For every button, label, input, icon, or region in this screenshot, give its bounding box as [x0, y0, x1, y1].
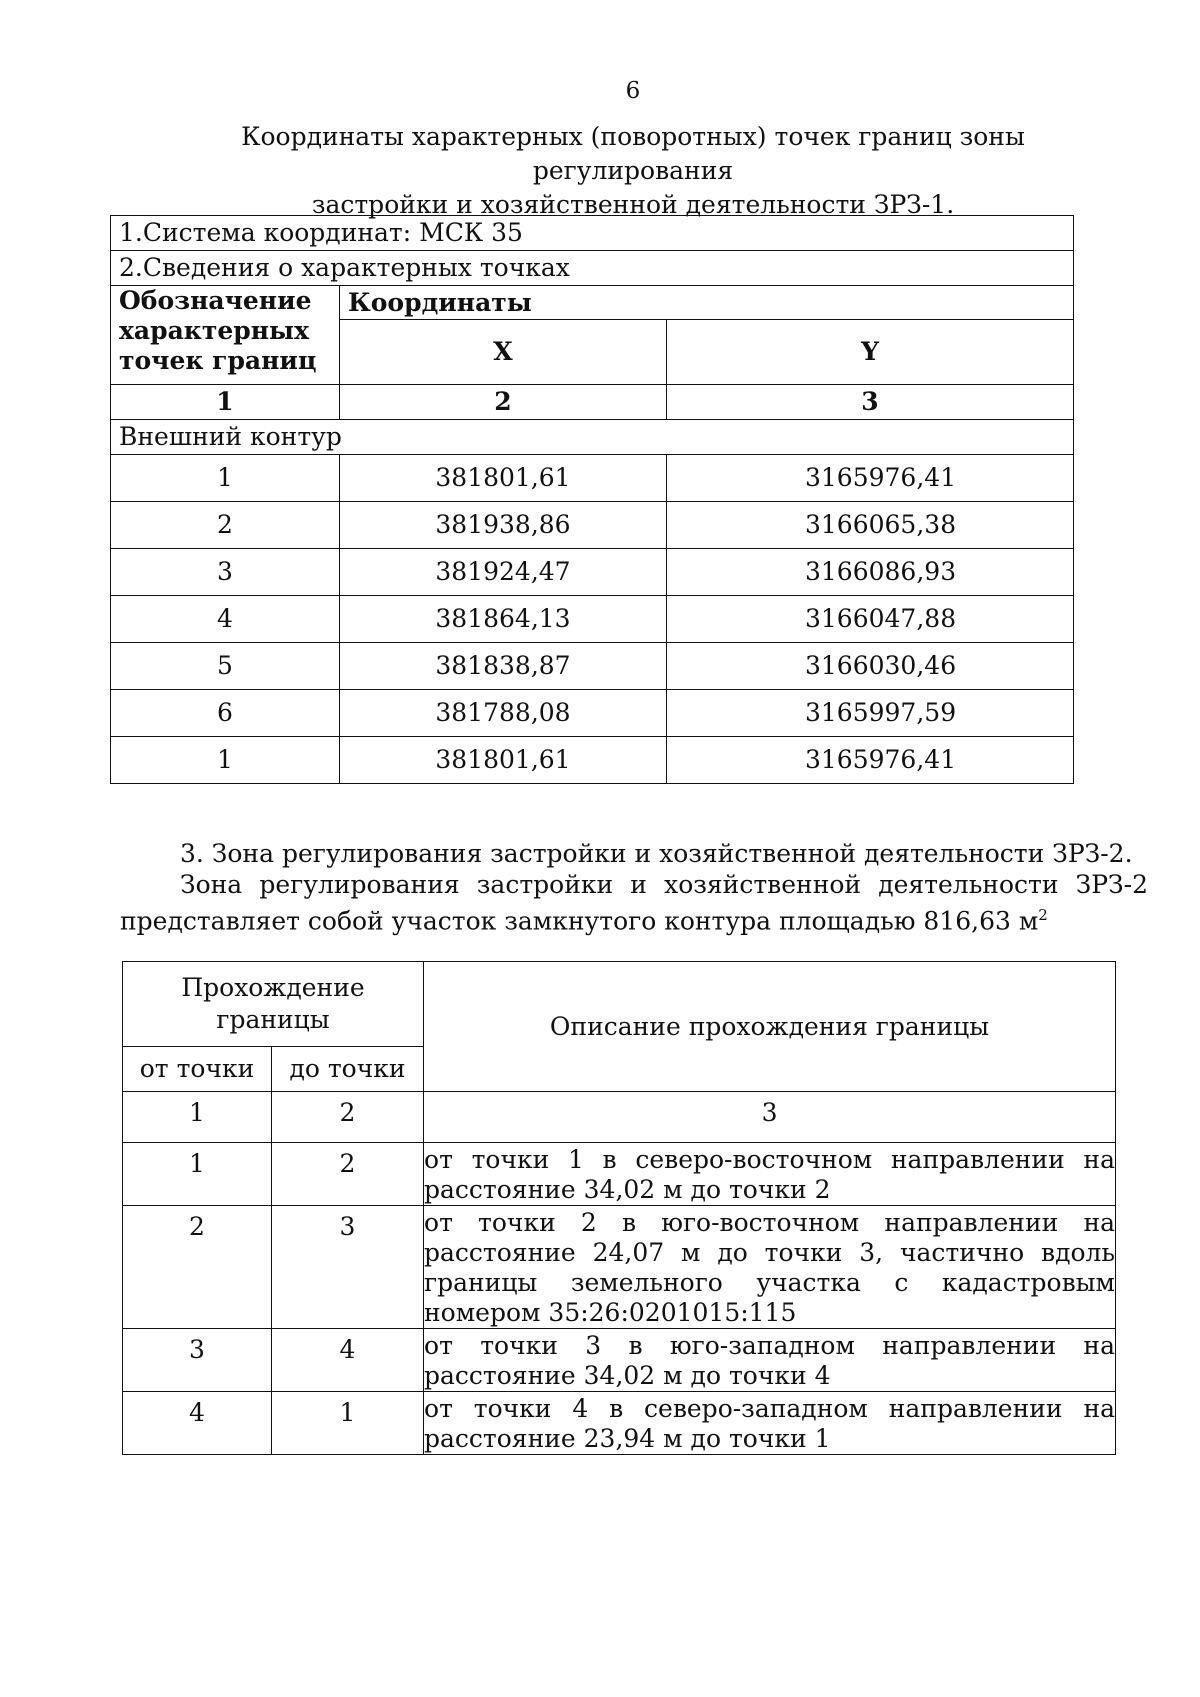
boundary-description-header: Описание прохождения границы — [424, 962, 1116, 1092]
point-label-header — [111, 286, 340, 385]
col-number-1: 1 — [111, 385, 340, 420]
y-value: 3165997,59 — [667, 690, 1074, 737]
point-id: 5 — [111, 643, 340, 690]
table-row — [111, 737, 1074, 784]
x-value: 381924,47 — [340, 549, 667, 596]
boundary-description: от точки 4 в северо-западном направлении на расстояние 23,94 м до точки 1 — [424, 1392, 1116, 1455]
coordinates-header: Координаты — [340, 286, 1074, 320]
x-value: 381801,61 — [340, 455, 667, 502]
zone-description — [120, 838, 1148, 936]
table-row — [111, 643, 1074, 690]
from-point-header: от точки — [123, 1047, 272, 1092]
x-header: X — [340, 320, 667, 385]
zone-text-line-1: Зона регулирования застройки и хозяйственной деятельности ЗРЗ-2 — [180, 870, 1148, 899]
table-row — [111, 690, 1074, 737]
table-row — [123, 1143, 1116, 1206]
col-number-3: 3 — [667, 385, 1074, 420]
y-value: 3166030,46 — [667, 643, 1074, 690]
y-value: 3165976,41 — [667, 737, 1074, 784]
col-number-1: 1 — [123, 1092, 272, 1143]
point-id: 1 — [111, 737, 340, 784]
point-label-line-3: точек границ — [119, 346, 317, 375]
point-id: 6 — [111, 690, 340, 737]
boundary-description: от точки 3 в юго-западном направлении на расстояние 34,02 м до точки 4 — [424, 1329, 1116, 1392]
table-row — [123, 1206, 1116, 1329]
x-value: 381938,86 — [340, 502, 667, 549]
x-value: 381864,13 — [340, 596, 667, 643]
y-value: 3166065,38 — [667, 502, 1074, 549]
to-point: 1 — [272, 1392, 424, 1455]
table-row — [111, 596, 1074, 643]
point-id: 3 — [111, 549, 340, 596]
boundary-description: от точки 1 в северо-восточном направлении на расстояние 34,02 м до точки 2 — [424, 1143, 1116, 1206]
point-id: 4 — [111, 596, 340, 643]
zone-area-text: представляет собой участок замкнутого контура площадью 816,63 м — [120, 906, 1039, 936]
heading-line-1: Координаты характерных (поворотных) точек границ зоны регулирования — [241, 122, 1025, 185]
from-point: 3 — [123, 1329, 272, 1392]
page-number: 6 — [625, 78, 641, 104]
col-number-2: 2 — [340, 385, 667, 420]
to-point-header: до точки — [272, 1047, 424, 1092]
zone-text-line-2 — [120, 900, 1148, 936]
boundary-description: от точки 2 в юго-восточном направлении на расстояние 24,07 м до точки 3, частично вдоль границы земельного участка с кадастровым номером 35:26:0201015:115 — [424, 1206, 1116, 1329]
heading-line-2: застройки и хозяйственной деятельности ЗРЗ-1. — [311, 190, 955, 219]
coordinates-table — [110, 215, 1074, 784]
table-row — [123, 1392, 1116, 1455]
point-id: 2 — [111, 502, 340, 549]
zone-title: 3. Зона регулирования застройки и хозяйственной деятельности ЗРЗ-2. — [180, 839, 1133, 868]
to-point: 3 — [272, 1206, 424, 1329]
from-point: 4 — [123, 1392, 272, 1455]
from-point: 2 — [123, 1206, 272, 1329]
table-row — [111, 455, 1074, 502]
y-value: 3166086,93 — [667, 549, 1074, 596]
page-heading — [150, 120, 1116, 222]
table-row — [111, 549, 1074, 596]
y-header: Y — [667, 320, 1074, 385]
point-id: 1 — [111, 455, 340, 502]
y-value: 3165976,41 — [667, 455, 1074, 502]
y-value: 3166047,88 — [667, 596, 1074, 643]
x-value: 381838,87 — [340, 643, 667, 690]
point-label-line-2: характерных — [119, 316, 309, 345]
to-point: 2 — [272, 1143, 424, 1206]
x-value: 381801,61 — [340, 737, 667, 784]
boundary-table — [122, 961, 1116, 1455]
points-info-row: 2.Сведения о характерных точках — [111, 251, 1074, 286]
point-label-line-1: Обозначение — [119, 286, 312, 315]
table-row — [123, 1329, 1116, 1392]
outer-contour-label: Внешний контур — [111, 420, 1074, 455]
x-value: 381788,08 — [340, 690, 667, 737]
table-row — [111, 502, 1074, 549]
boundary-pass-header: Прохождение границы — [123, 962, 424, 1047]
col-number-3: 3 — [424, 1092, 1116, 1143]
coordinate-system-row: 1.Система координат: МСК 35 — [111, 216, 1074, 251]
to-point: 4 — [272, 1329, 424, 1392]
area-unit-superscript: 2 — [1038, 906, 1048, 924]
from-point: 1 — [123, 1143, 272, 1206]
col-number-2: 2 — [272, 1092, 424, 1143]
